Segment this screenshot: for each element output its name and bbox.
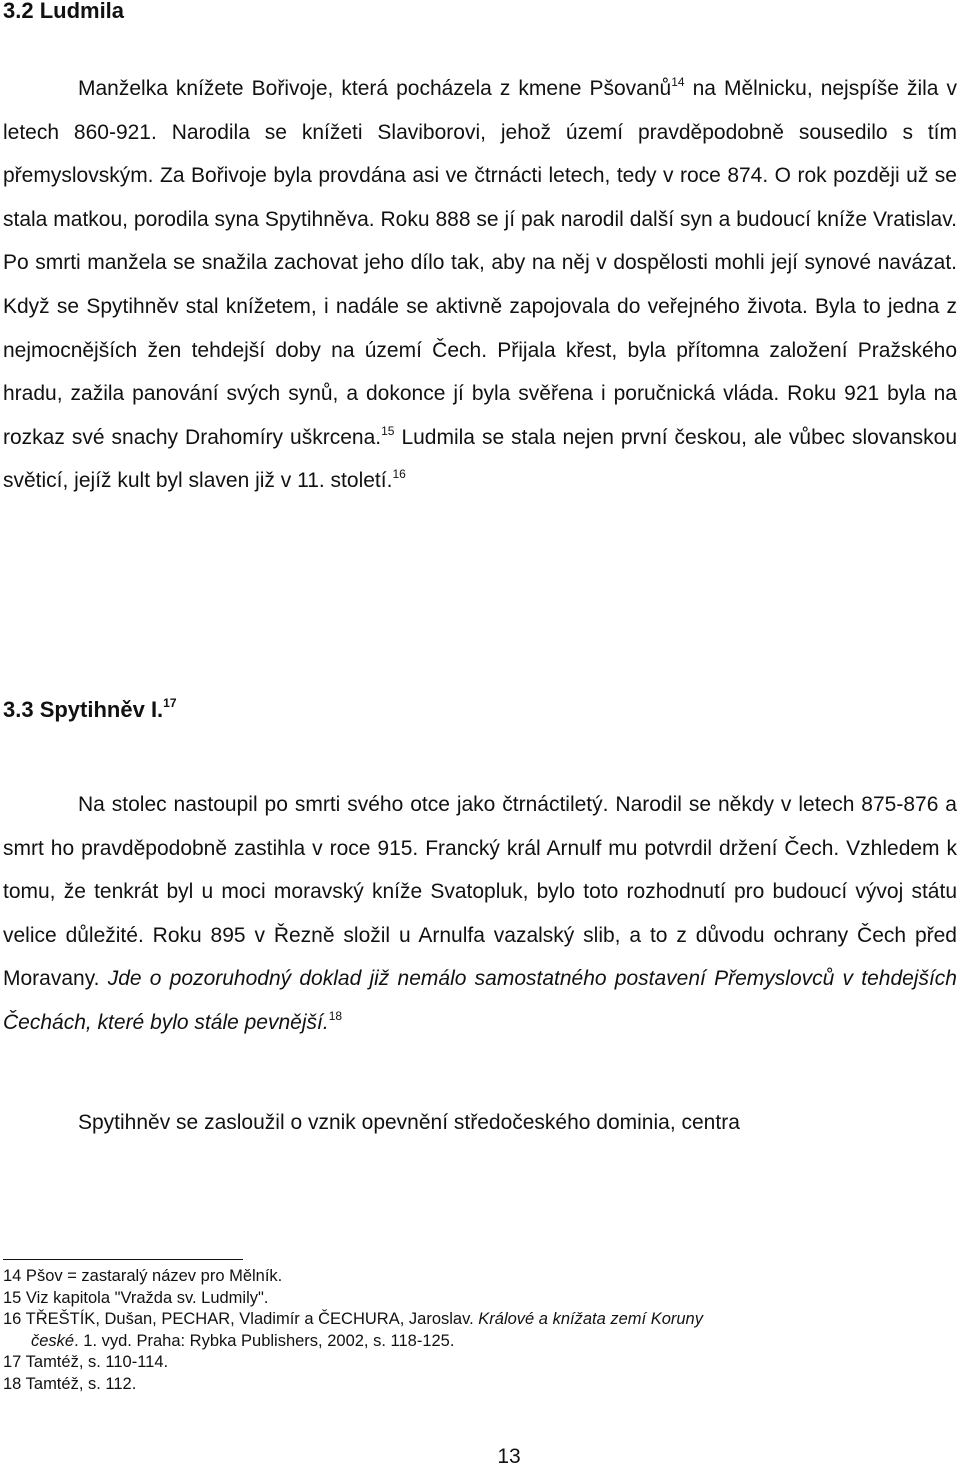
footnote-16-authors: 16 TŘEŠTÍK, Dušan, PECHAR, Vladimír a ČECHURA, Jaroslav. — [3, 1310, 479, 1329]
heading-text: 3.2 Ludmila — [3, 0, 125, 23]
footnote-separator — [3, 1259, 243, 1260]
footnote-ref-18[interactable]: 18 — [328, 1008, 343, 1023]
paragraph-spytihnev-1 — [3, 783, 957, 1045]
footnote-18: 18 Tamtéž, s. 112. — [3, 1374, 137, 1393]
footnote-14: 14 Pšov = zastaralý název pro Mělník. — [3, 1267, 283, 1285]
footnote-ref-14[interactable]: 14 — [671, 75, 685, 89]
paragraph-ludmila — [3, 67, 957, 503]
paragraph-text: Na stolec nastoupil po smrti svého otce jako čtrnáctiletý. Narodil se někdy v letech 875-876 a smrt ho pravděpodobně zastihla v roce 915. Francký král Arnulf mu potvrdil držení Čech. Vzhledem k tomu, že tenkrát byl u moci moravský kníže Svatopluk, bylo toto rozhodnutí pro budoucí vývoj státu velice důležité. Roku 895 v Řezně složil u Arnulfa vazalský slib, a to z důvodu ochrany Čech před Moravany. — [3, 793, 957, 991]
heading-text: 3.3 Spytihněv I. — [3, 697, 164, 722]
page-number: 13 — [497, 1445, 521, 1468]
footnote-17: 17 Tamtéž, s. 110-114. — [3, 1353, 169, 1372]
paragraph-text: Spytihněv se zasloužil o vznik opevnění středočeského dominia, centra — [78, 1111, 740, 1134]
footnote-16-publication: . 1. vyd. Praha: Rybka Publishers, 2002, s. 118-125. — [74, 1331, 455, 1350]
footnote-16-continued — [3, 1331, 953, 1353]
footnote-15: 15 Viz kapitola "Vražda sv. Ludmily". — [3, 1288, 269, 1307]
footnote-ref-16[interactable]: 16 — [392, 467, 406, 482]
footnote-16-title-end: české — [31, 1331, 75, 1350]
footnotes — [3, 1266, 953, 1396]
footnote-ref-17[interactable]: 17 — [163, 696, 177, 710]
italic-quote: Jde o pozoruhodný doklad již nemálo samostatného postavení Přemyslovců v tehdejších Čechách, které bylo stále pevnější. — [3, 967, 957, 1034]
paragraph-text: na Mělnicku, nejspíše žila v letech 860-921. Narodila se knížeti Slaviborovi, jehož území pravděpodobně sousedilo s tím přemyslovským. Za Bořivoje byla provdána asi ve čtrnácti letech, tedy v roce 874. O rok později už se stala matkou, porodila syna Spytihněva. Roku 888 se jí pak narodil další syn a budoucí kníže Vratislav. Po smrti manžela se snažila zachovat jeho dílo tak, aby na něj v dospělosti mohli její synové navázat. Když se Spytihněv stal knížetem, i nadále se aktivně zapojovala do veřejného života. Byla to jedna z nejmocnějších žen tehdejší doby na území Čech. Přijala křest, byla přítomna založení Pražského hradu, zažila panování svých synů, a dokonce jí byla svěřena i poručnická vláda. Roku 921 byla na rozkaz své snachy Drahomíry uškrcena. — [3, 77, 957, 449]
footnote-16 — [3, 1309, 953, 1331]
footnote-16-title: Králové a knížata zemí Koruny — [478, 1310, 703, 1329]
footnote-ref-15[interactable]: 15 — [381, 423, 395, 438]
paragraph-text: Ludmila se stala nejen první českou, ale vůbec slovanskou světicí, jejíž kult byl slaven již v 11. století. — [3, 425, 958, 493]
section-heading-ludmila — [3, 0, 124, 24]
section-heading-spytihnev — [3, 697, 177, 723]
paragraph-spytihnev-2 — [3, 1101, 957, 1145]
paragraph-text: Manželka knížete Bořivoje, která pocházela z kmene Pšovanů — [78, 77, 672, 100]
